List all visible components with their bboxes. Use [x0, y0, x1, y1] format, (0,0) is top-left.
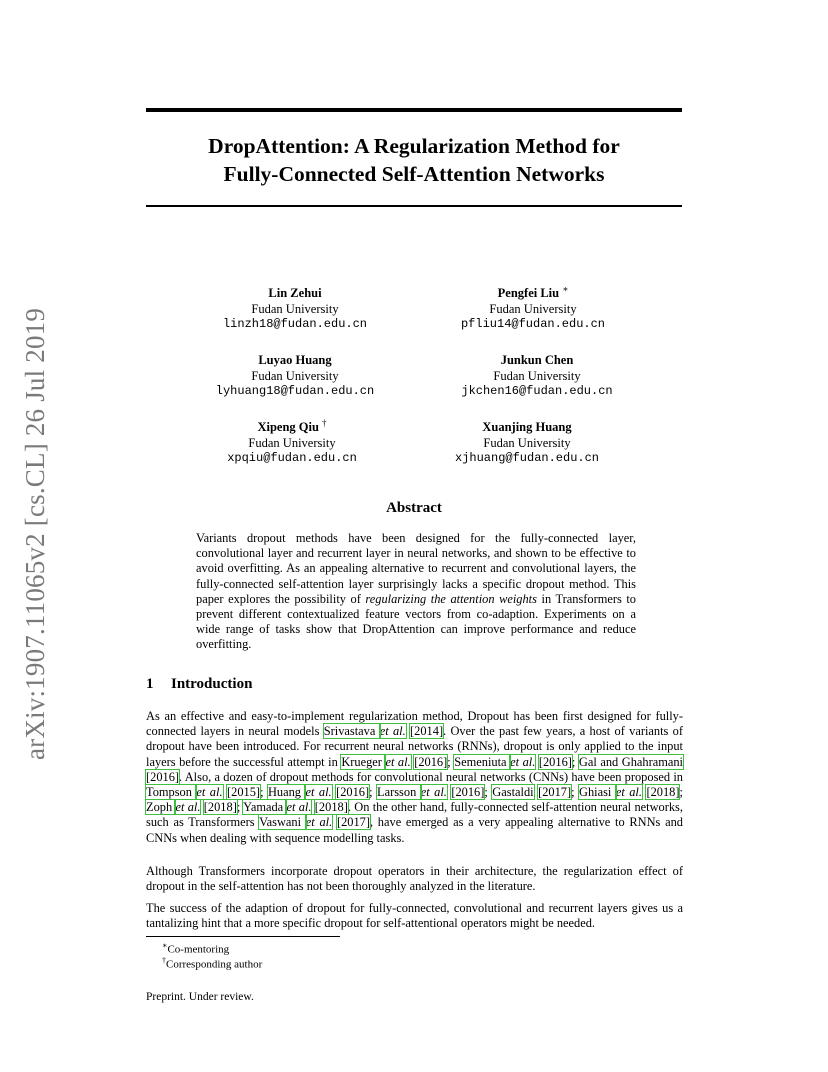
citation-link[interactable]: et al.	[175, 800, 201, 815]
paragraph-text: ;	[679, 785, 683, 800]
citation-link[interactable]: [2017]	[538, 785, 572, 800]
citation-link[interactable]: Huang	[267, 785, 306, 800]
author-block	[407, 416, 647, 467]
citation-link[interactable]: et al.	[385, 754, 411, 769]
paper-title	[146, 132, 682, 188]
author-block	[175, 282, 415, 333]
citation-link[interactable]: [2016]	[146, 769, 180, 784]
intro-paragraph-3: The success of the adaption of dropout for fully-connected, convolutional and recurrent layers gives us a tantalizing hint that a more specific dropout for self-attentional operators might be needed.	[146, 901, 683, 931]
citation-link[interactable]: Vaswani	[259, 815, 306, 830]
author-affiliation: Fudan University	[251, 368, 339, 383]
citation-link[interactable]: Zoph	[146, 800, 176, 815]
author-name: Lin Zehui	[268, 286, 322, 301]
author-name: Xipeng Qiu †	[257, 418, 327, 435]
title-bottom-rule	[146, 205, 682, 207]
section-heading: 1 Introduction	[146, 676, 253, 692]
author-affiliation: Fudan University	[489, 301, 577, 316]
author-name: Luyao Huang	[258, 353, 332, 368]
author-block	[413, 282, 653, 333]
citation-link[interactable]: Larsson	[377, 785, 421, 800]
paragraph-text: ;	[447, 754, 455, 769]
intro-paragraph-1	[146, 709, 683, 846]
citation-link[interactable]: [2018]	[646, 785, 680, 800]
paragraph-text: . On the other hand, fully-connected self-attention neural networks, such as Transformers	[146, 800, 683, 830]
author-affiliation: Fudan University	[251, 301, 339, 316]
citation-link[interactable]: et al.	[196, 785, 223, 800]
citation-link[interactable]: Gal and Ghahramani	[578, 754, 683, 769]
preprint-notice: Preprint. Under review.	[146, 991, 254, 1003]
abstract-heading: Abstract	[386, 500, 442, 516]
paragraph-text: ;	[369, 785, 378, 800]
citation-link[interactable]: et al.	[615, 785, 642, 800]
paragraph-text: ;	[260, 785, 268, 800]
paragraph-text: . Also, a dozen of dropout methods for convolutional neural networks (CNNs) have been proposed in	[179, 769, 683, 784]
citation-link[interactable]: et al.	[286, 800, 312, 815]
author-affiliation: Fudan University	[483, 435, 571, 450]
footnote-1: ∗Co-mentoring	[162, 941, 230, 956]
intro-paragraph-2: Although Transformers incorporate dropout operators in their architecture, the regularization effect of dropout in the self-attention has not been thoroughly analyzed in the literature.	[146, 864, 683, 894]
citation-link[interactable]: [2016]	[451, 785, 485, 800]
citation-link[interactable]: Ghiasi	[579, 785, 616, 800]
author-email: xpqiu@fudan.edu.cn	[227, 451, 357, 466]
citation-link[interactable]: et al.	[510, 754, 536, 769]
citation-link[interactable]: Gastaldi	[492, 785, 534, 800]
author-email: pfliu14@fudan.edu.cn	[460, 317, 606, 332]
paragraph-text: , have emerged as a very appealing alternative to RNNs and CNNs when dealing with sequence modelling tasks.	[146, 815, 683, 845]
citation-link[interactable]: [2018]	[314, 800, 348, 815]
paragraph-text: As an effective and easy-to-implement regularization method, Dropout has been first designed for fully-connected layers in neural models	[146, 709, 683, 739]
footnote-rule	[146, 936, 340, 937]
citation-link[interactable]: [2015]	[227, 785, 261, 800]
paragraph-text: . Over the past few years, a host of variants of dropout have been introduced. For recurrent neural networks (RNNs), dropout is only applied to the input layers before the successful attempt in	[146, 724, 684, 769]
title-line-1: DropAttention: A Regularization Method for	[208, 134, 620, 158]
author-name: Junkun Chen	[500, 353, 574, 368]
abstract-text: Variants dropout methods have been designed for the fully-connected layer, convolutional layer and recurrent layer in neural networks, and shown to be effective to avoid overfitting. As an appealing alternative to recurrent and convolutional layers, the fully-connected self-attention layer surprisingly lacks a specific dropout method. This paper explores the possibility of regularizing the attention weights in Transformers to prevent different contextualized feature vectors from co-adaption. Experiments on a wide range of tasks show that DropAttention can improve performance and reduce overfitting.	[196, 531, 637, 652]
title-top-rule	[146, 108, 682, 112]
citation-link[interactable]: Semeniuta	[454, 754, 511, 769]
author-email: linzh18@fudan.edu.cn	[222, 317, 368, 332]
author-block	[172, 416, 412, 467]
citation-link[interactable]: [2016]	[538, 754, 572, 769]
author-name: Pengfei Liu ∗	[497, 284, 569, 301]
citation-link[interactable]: [2014]	[410, 724, 444, 739]
citation-link[interactable]: Srivastava	[323, 724, 380, 739]
citation-link[interactable]: [2016]	[336, 785, 370, 800]
paragraph-text: ;	[571, 785, 580, 800]
citation-link[interactable]: et al.	[420, 785, 447, 800]
author-block	[417, 349, 657, 400]
citation-link[interactable]: [2018]	[203, 800, 237, 815]
author-block	[175, 349, 415, 400]
citation-link[interactable]: [2016]	[414, 754, 448, 769]
author-affiliation: Fudan University	[493, 368, 581, 383]
citation-link[interactable]: Tompson	[146, 785, 197, 800]
author-email: xjhuang@fudan.edu.cn	[454, 451, 600, 466]
citation-link[interactable]: [2017]	[336, 815, 370, 830]
author-name: Xuanjing Huang	[482, 420, 572, 435]
author-affiliation: Fudan University	[248, 435, 336, 450]
paragraph-text: ;	[236, 800, 244, 815]
citation-link[interactable]: et al.	[305, 785, 332, 800]
paragraph-text: ;	[484, 785, 493, 800]
citation-link[interactable]: et al.	[379, 724, 406, 739]
citation-link[interactable]: Krueger	[341, 754, 386, 769]
citation-link[interactable]: et al.	[305, 815, 333, 830]
title-line-2: Fully-Connected Self-Attention Networks	[223, 162, 605, 186]
paragraph-text: ;	[571, 754, 579, 769]
author-email: lyhuang18@fudan.edu.cn	[215, 384, 375, 399]
arxiv-identifier: arXiv:1907.11065v2 [cs.CL] 26 Jul 2019	[20, 307, 50, 760]
citation-link[interactable]: Yamada	[243, 800, 287, 815]
author-email: jkchen16@fudan.edu.cn	[461, 384, 613, 399]
footnote-2: †Corresponding author	[162, 956, 263, 971]
